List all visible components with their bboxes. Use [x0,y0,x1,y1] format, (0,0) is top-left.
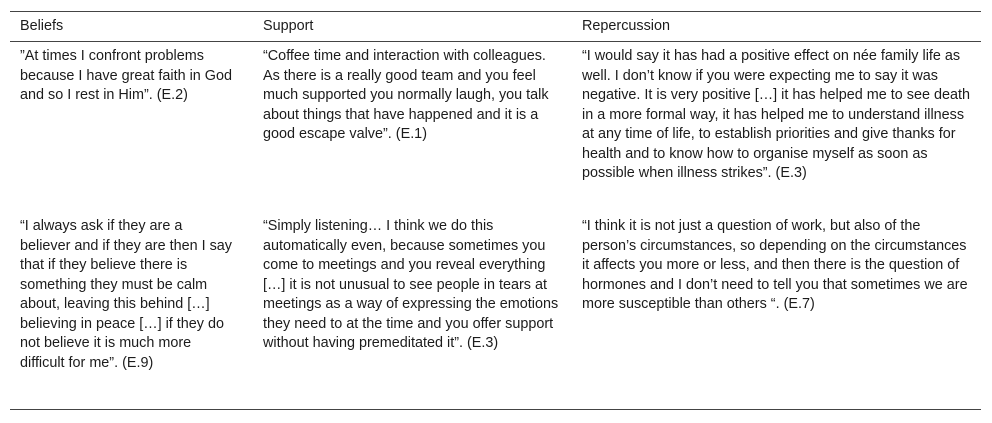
table-cell: “Simply listening… I think we do this automatically even, because sometimes you come to meetings and you reveal everything […] it is not unusual to see people in tears at meetings as a way of expressing the emotions they need to at the time and you offer support without having premeditated it”. (E.3) [263,218,559,351]
table-cell: “I would say it has had a positive effect on née family life as well. I don’t know if you were expecting me to say it was negative. It is very positive […] it has helped me to see death in a more formal way, it has helped me to understand illness at any time of life, to establish priorities and give thanks for health and to know how to organise myself as soon as possible when illness strikes”. (E.3) [582,48,970,181]
table-top-rule [10,11,981,12]
table-cell: “Coffee time and interaction with colleagues. As there is a really good team and you feel much supported you normally laugh, you talk about things that have happened and it is a good escape valve”. (E.1) [263,48,549,142]
header-support: Support [263,18,314,34]
table-cell: “I think it is not just a question of work, but also of the person’s circumstances, so depending on the circumstances it affects you more or less, and then there is the question of hormones and I don’t need to tell you that sometimes we are more susceptible than others “. (E.7) [582,218,968,312]
table-header-rule [10,41,981,42]
header-repercussion: Repercussion [582,18,670,34]
table-cell: ”At times I confront problems because I have great faith in God and so I rest in Him”. (E.2) [20,48,233,103]
table-bottom-rule [10,409,981,410]
table-cell: “I always ask if they are a believer and if they are then I say that if they believe there is something they must be calm about, leaving this behind […] believing in peace […] if they do not believe it is much more difficult for me”. (E.9) [20,218,232,371]
header-beliefs: Beliefs [20,18,64,34]
